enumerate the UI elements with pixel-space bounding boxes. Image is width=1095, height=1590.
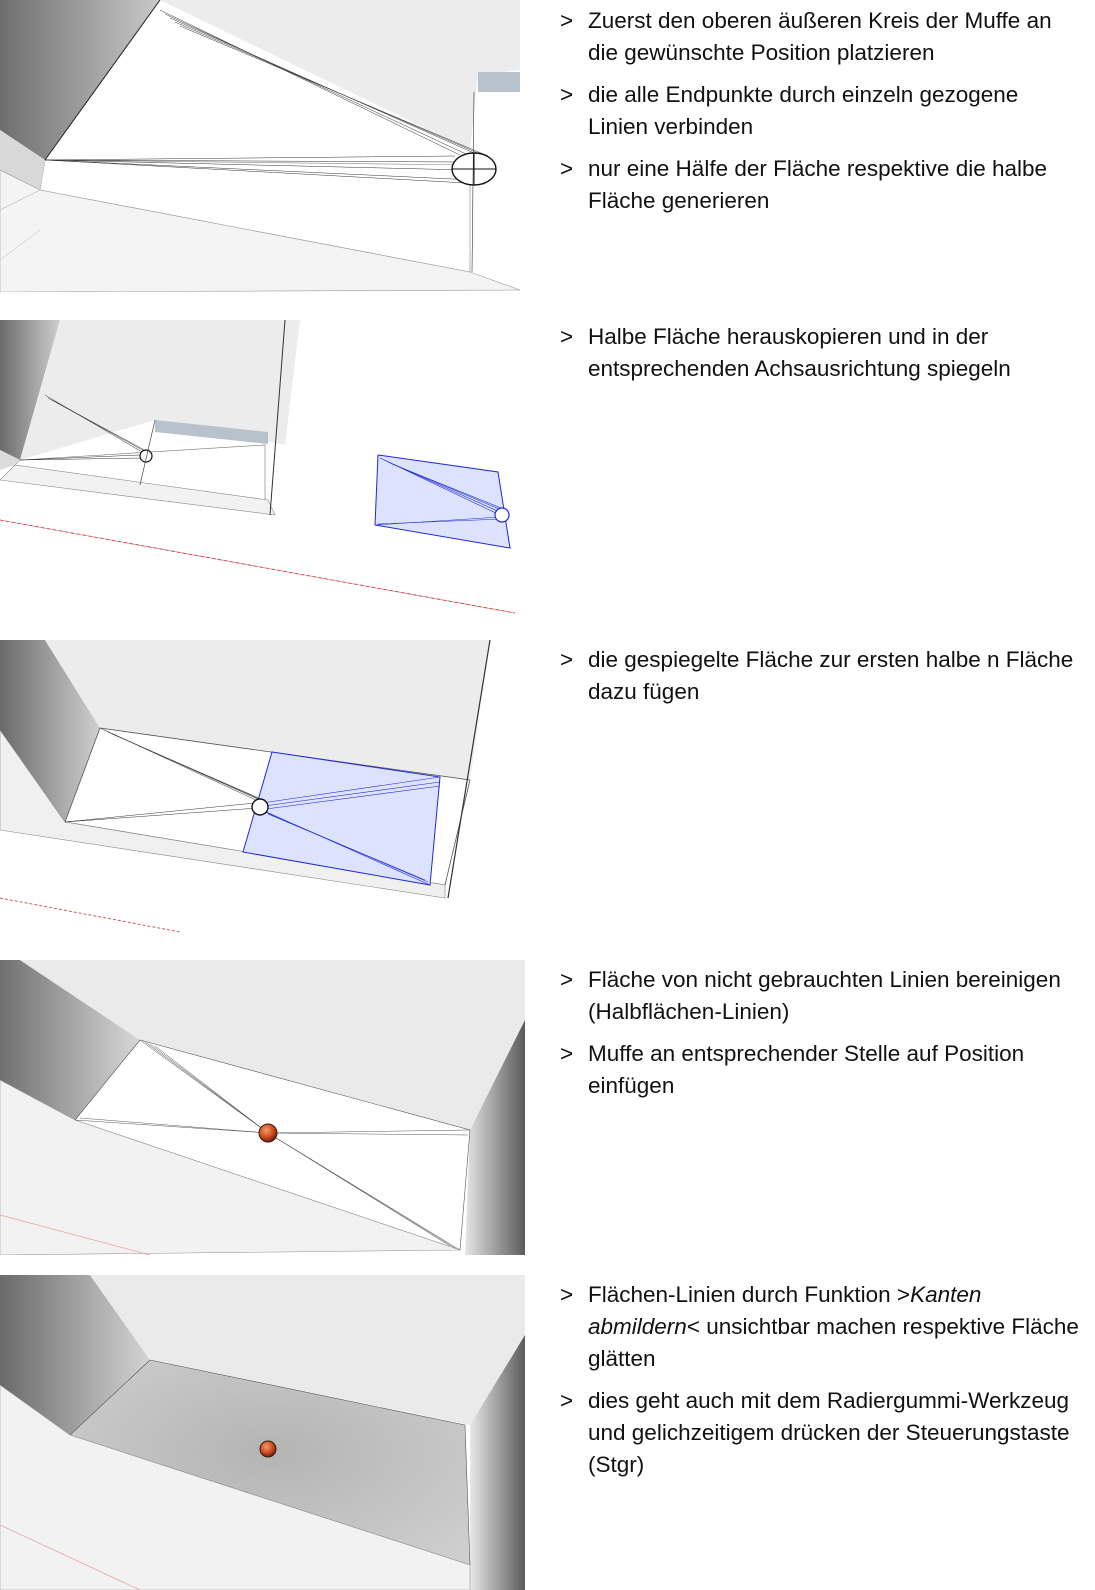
- instruction-text: Zuerst den oberen äußeren Kreis der Muffe an die gewünschte Position platzieren: [588, 8, 1052, 65]
- step-2-illustration: [0, 320, 525, 615]
- list-item: [560, 1038, 1080, 1102]
- instruction-text-part: < unsichtbar machen respektive Fläche glätten: [588, 1314, 1079, 1371]
- list-item: [560, 321, 1080, 385]
- instruction-text: die gespiegelte Fläche zur ersten halbe n Fläche dazu fügen: [588, 647, 1074, 704]
- list-item: [560, 1279, 1080, 1375]
- step-1-illustration: [0, 0, 525, 292]
- step-3-text: [560, 644, 1080, 718]
- step-1-text: [560, 5, 1080, 227]
- bullet-marker: >: [560, 8, 574, 33]
- bullet-marker: >: [560, 82, 574, 107]
- step-5-text: [560, 1279, 1080, 1491]
- bullet-marker: >: [560, 1388, 574, 1413]
- instruction-text: dies geht auch mit dem Radiergummi-Werkzeug und gelichzeitigem drücken der Steuerungstaste (Stgr): [588, 1388, 1070, 1477]
- instruction-text: die alle Endpunkte durch einzeln gezogene Linien verbinden: [588, 82, 1019, 139]
- instruction-text: nur eine Hälfe der Fläche respektive die halbe Fläche generieren: [588, 156, 1048, 213]
- list-item: [560, 5, 1080, 69]
- list-item: [560, 964, 1080, 1028]
- instruction-text: Fläche von nicht gebrauchten Linien bereinigen (Halbflächen-Linien): [588, 967, 1061, 1024]
- step-4-text: [560, 964, 1080, 1112]
- bullet-marker: >: [560, 1041, 574, 1066]
- step-4-illustration: [0, 960, 525, 1255]
- step-2-text: [560, 321, 1080, 395]
- bullet-marker: >: [560, 1282, 574, 1307]
- step-5-illustration: [0, 1275, 525, 1590]
- list-item: [560, 1385, 1080, 1481]
- instruction-text: Muffe an entsprechender Stelle auf Position einfügen: [588, 1041, 1025, 1098]
- instruction-text-part: Flächen-Linien durch Funktion >: [588, 1282, 911, 1307]
- list-item: [560, 153, 1080, 217]
- bullet-marker: >: [560, 967, 574, 992]
- bullet-marker: >: [560, 647, 574, 672]
- bullet-marker: >: [560, 324, 574, 349]
- step-3-illustration: [0, 640, 525, 935]
- list-item: [560, 644, 1080, 708]
- instruction-text: [588, 1279, 1080, 1375]
- bullet-marker: >: [560, 156, 574, 181]
- function-name: Kanten abmildern: [588, 1282, 982, 1339]
- instruction-text: Halbe Fläche herauskopieren und in der entsprechenden Achsausrichtung spiegeln: [588, 324, 1011, 381]
- list-item: [560, 79, 1080, 143]
